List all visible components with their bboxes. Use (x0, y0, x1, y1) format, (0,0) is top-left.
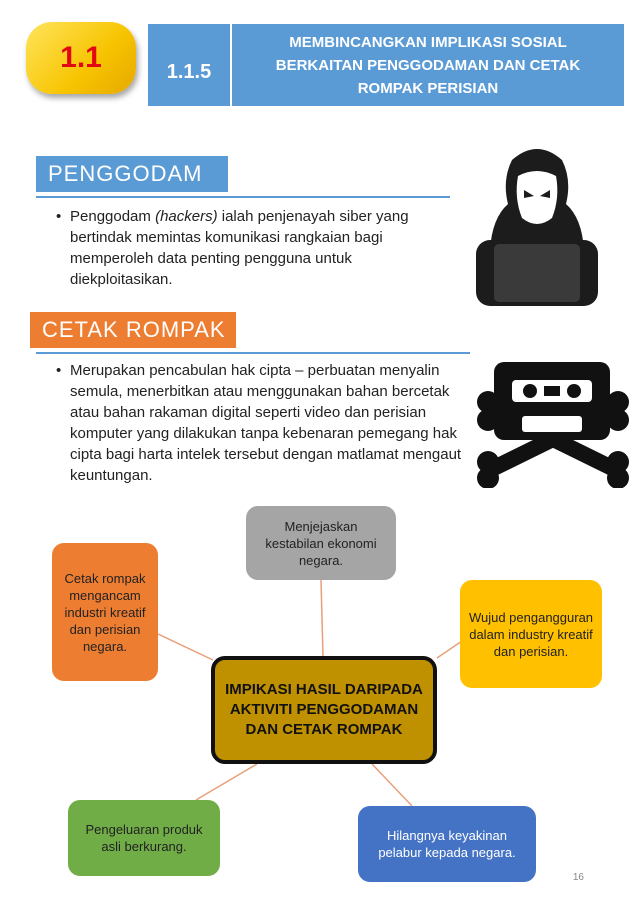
page-title: MEMBINCANGKAN IMPLIKASI SOSIAL BERKAITAN PENGGODAMAN DAN CETAK ROMPAK PERISIAN (275, 33, 581, 97)
definition-term: (hackers) (155, 208, 218, 225)
definition-text-start: Penggodam (70, 208, 156, 225)
definition-text: Merupakan pencabulan hak cipta – perbuatan menyalin semula, menerbitkan atau menggunakan bahan bercetak atau bahan rakaman digital seperti video dan perisian komputer yang dilakukan tanpa kebenaran pemegang hak cipta bagi harta intelek tersebut dengan matlamat mengaut keuntungan. (70, 362, 462, 484)
page-number: 16 (572, 872, 584, 883)
definition-text-end: ialah penjenayah siber yang bertindak memintas komunikasi rangkaian bagi memperoleh data penting pengguna untuk diekploitasikan. (70, 208, 409, 288)
impact-node-original-products (68, 800, 220, 876)
node-label: Menjejaskan kestabilan ekonomi negara. (265, 518, 377, 568)
bullet-icon: • (56, 208, 62, 225)
node-label: Wujud pengangguran dalam industry kreatif dan perisian. (468, 609, 594, 659)
section-heading-label: PENGGODAM (48, 161, 203, 186)
impact-node-economy (246, 506, 396, 580)
bullet-icon: • (56, 362, 62, 379)
subtopic-code: 1.1.5 (166, 61, 212, 83)
node-label: Cetak rompak mengancam industri kreatif dan perisian negara. (64, 570, 146, 654)
impact-node-investor-confidence (358, 806, 536, 882)
node-label: Pengeluaran produk asli berkurang. (85, 822, 203, 854)
center-label: IMPIKASI HASIL DARIPADA AKTIVITI PENGGODAMAN DAN CETAK ROMPAK (225, 681, 423, 738)
section-heading-label: CETAK ROMPAK (42, 317, 226, 342)
impact-node-unemployment (460, 580, 602, 688)
impact-node-creative-industry (52, 543, 158, 681)
node-label: Hilangnya keyakinan pelabur kepada negara. (378, 828, 516, 860)
impact-center-node (211, 656, 437, 764)
chapter-number: 1.1 (60, 41, 102, 74)
